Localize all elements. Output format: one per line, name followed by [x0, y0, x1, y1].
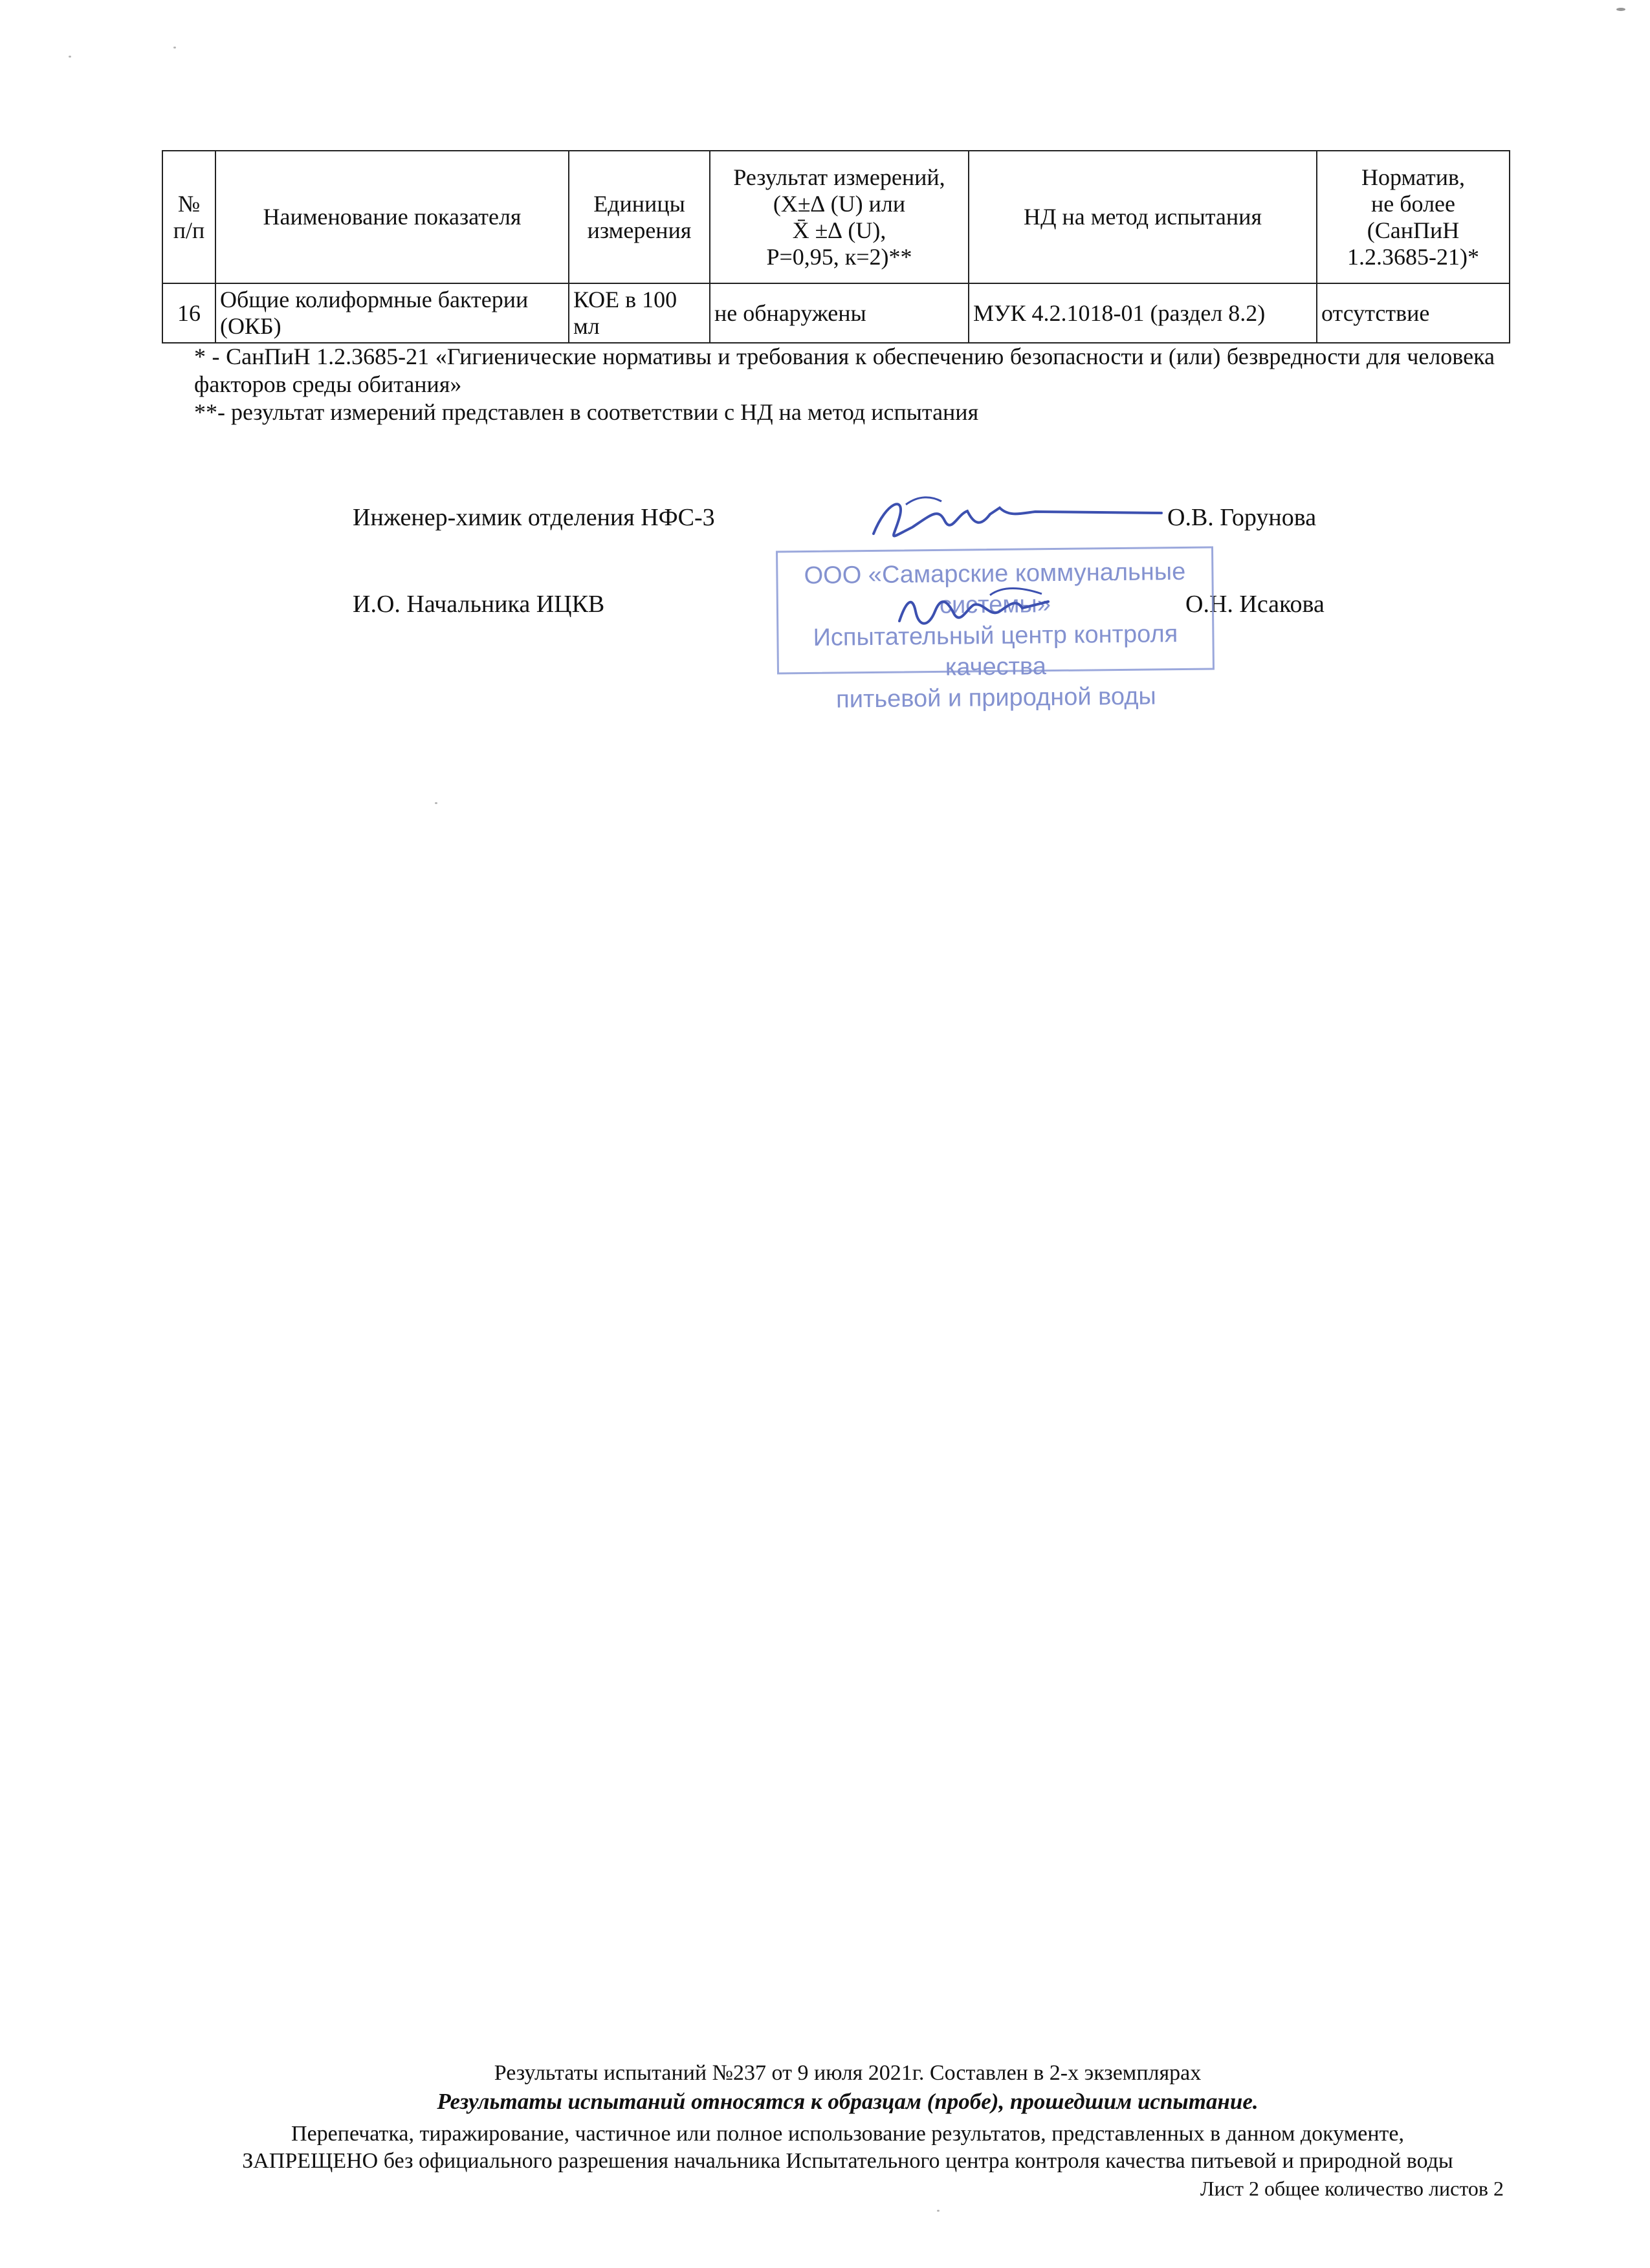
- footnote-result: **- результат измерений представлен в соответствии с НД на метод испытания: [194, 399, 979, 425]
- cell-result: не обнаружены: [710, 283, 969, 343]
- footer-sheet-count: Лист 2 общее количество листов 2: [1200, 2177, 1504, 2200]
- scan-speck: [435, 802, 437, 804]
- handwritten-signature-2: [893, 582, 1055, 640]
- cell-name: Общие колиформные бактерии (ОКБ): [215, 283, 569, 343]
- cell-num: 16: [162, 283, 215, 343]
- signer-1-position: Инженер-химик отделения НФС-3: [353, 504, 715, 531]
- footnotes: [194, 343, 1495, 426]
- cell-method: МУК 4.2.1018-01 (раздел 8.2): [969, 283, 1317, 343]
- organization-stamp: ООО «Самарские коммунальные системы» Испытательный центр контроля качества питьевой и природной воды: [776, 546, 1215, 674]
- header-name: Наименование показателя: [215, 151, 569, 283]
- footnote-sanpin: * - СанПиН 1.2.3685-21 «Гигиенические нормативы и требования к обеспечению безопасности и (или) безвредности для человека факторов среды обитания»: [194, 343, 1495, 397]
- header-method: НД на метод испытания: [969, 151, 1317, 283]
- cell-norm: отсутствие: [1317, 283, 1510, 343]
- document-footer: [181, 2060, 1514, 2202]
- header-result: Результат измерений, (X±∆ (U) или X̄ ±∆ (U), P=0,95, к=2)**: [710, 151, 969, 283]
- header-num: № п/п: [162, 151, 215, 283]
- scan-speck: [937, 2210, 940, 2212]
- scan-speck: [1616, 8, 1625, 11]
- results-table: [162, 150, 1510, 343]
- header-unit: Единицы измерения: [569, 151, 710, 283]
- table-row: [162, 283, 1510, 343]
- footer-warning-1: Перепечатка, тиражирование, частичное или полное использование результатов, представленных в данном документе,: [291, 2122, 1404, 2146]
- header-norm: Норматив, не более (СанПиН 1.2.3685-21)*: [1317, 151, 1510, 283]
- signer-2-name: О.Н. Исакова: [1185, 591, 1325, 618]
- scan-speck: [69, 56, 71, 58]
- scan-speck: [173, 47, 176, 49]
- cell-unit: КОЕ в 100 мл: [569, 283, 710, 343]
- handwritten-signature-1: [861, 488, 1165, 547]
- signer-1-name: О.В. Горунова: [1167, 504, 1317, 531]
- table-header-row: [162, 151, 1510, 283]
- footer-scope: Результаты испытаний относятся к образцам (пробе), прошедшим испытание.: [437, 2089, 1259, 2114]
- footer-report-info: Результаты испытаний №237 от 9 июля 2021г. Составлен в 2-х экземплярах: [494, 2061, 1202, 2085]
- footer-warning-2: ЗАПРЕЩЕНО без официального разрешения начальника Испытательного центра контроля качества питьевой и природной воды: [242, 2149, 1453, 2173]
- signer-2-position: И.О. Начальника ИЦКВ: [353, 591, 605, 618]
